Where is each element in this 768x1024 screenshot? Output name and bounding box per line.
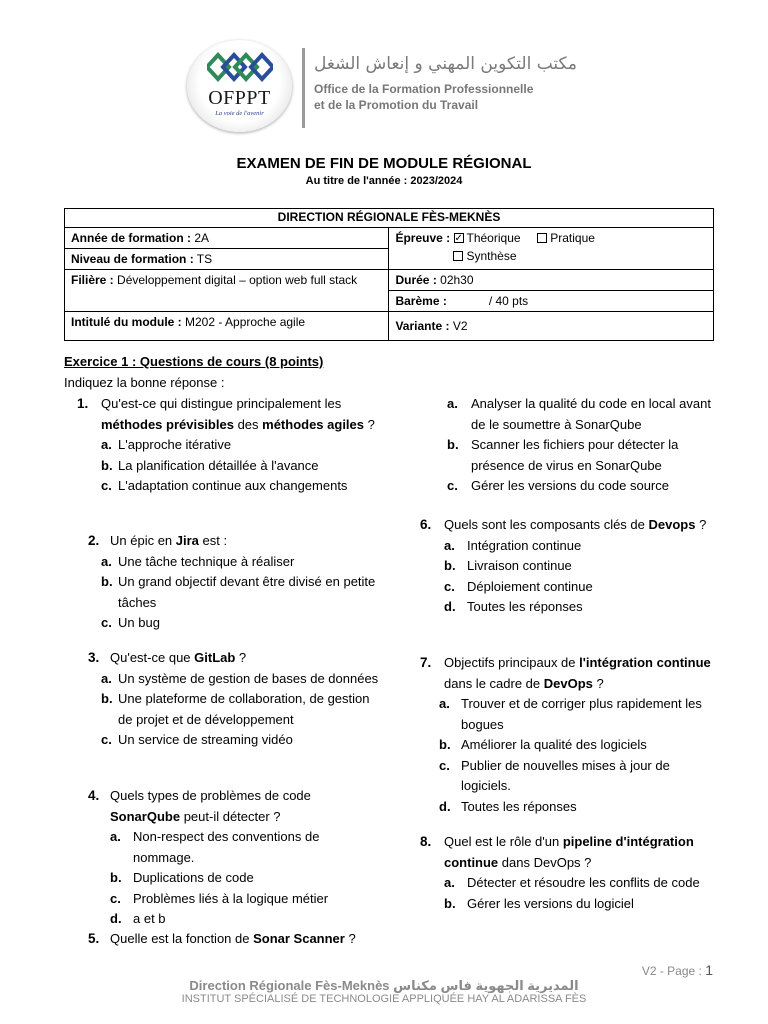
answer-option	[439, 797, 714, 818]
exam-info-table	[64, 208, 714, 341]
answer-option	[110, 868, 380, 889]
option-letter: d.	[444, 599, 456, 614]
option-text: a et b	[133, 911, 166, 926]
question-keyword: l'intégration continue	[579, 655, 711, 670]
answer-option	[101, 730, 380, 751]
question-keyword: Jira	[175, 533, 199, 548]
option-text: Gérer les versions du logiciel	[467, 895, 634, 911]
option-letter: a.	[101, 670, 112, 686]
option-text: L'adaptation continue aux changements	[118, 478, 348, 493]
epreuve-pratique: Pratique	[550, 231, 595, 245]
checkbox-empty-icon	[537, 233, 547, 243]
option-text: Un système de gestion de bases de données	[118, 670, 379, 686]
org-name-line1: Office de la Formation Professionnelle	[314, 82, 534, 96]
question-text	[101, 394, 381, 435]
question-number: 1.	[77, 396, 89, 411]
answer-option	[447, 394, 711, 435]
option-letter: b.	[444, 895, 456, 911]
checkbox-empty-icon	[453, 251, 463, 261]
question-keyword: GitLab	[194, 650, 236, 665]
answer-option	[439, 756, 714, 797]
variante-label: Variante :	[395, 319, 450, 333]
exam-year: Au titre de l'année : 2023/2024	[305, 175, 463, 187]
answer-list	[444, 536, 714, 618]
option-letter: a.	[447, 396, 458, 411]
option-letter: a.	[439, 696, 450, 711]
exercise-intro: Indiquez la bonne réponse :	[64, 375, 225, 390]
answer-option	[110, 909, 380, 930]
option-text: Gérer les versions du code source	[471, 478, 669, 493]
answer-list	[447, 394, 711, 497]
question-keyword: Devops	[648, 517, 696, 532]
question-5	[88, 929, 400, 950]
answer-option	[444, 873, 719, 894]
header-divider	[302, 48, 305, 128]
question-text-part: Quels types de problèmes de code	[110, 788, 311, 803]
epreuve-synthese: Synthèse	[466, 249, 517, 263]
answer-list	[444, 873, 719, 914]
module-label: Intitulé du module :	[71, 315, 182, 329]
variante-value: V2	[449, 319, 468, 333]
question-text-part: Quel est le rôle d'un	[444, 834, 563, 849]
option-text: Intégration continue	[467, 537, 582, 553]
question-text	[444, 832, 719, 873]
checkbox-checked-icon	[454, 233, 464, 243]
answer-list	[101, 552, 380, 634]
option-letter: a.	[444, 875, 455, 890]
answer-option	[110, 827, 380, 868]
annee-value: 2A	[191, 231, 210, 245]
question-keyword: méthodes agiles	[262, 416, 365, 432]
niveau-value: TS	[193, 252, 213, 266]
option-letter: b.	[439, 737, 451, 752]
question-text	[110, 531, 380, 552]
footer-direction: Direction Régionale Fès-Meknès المديرية الجهوية فاس مكناس	[189, 978, 579, 993]
question-number: 6.	[420, 517, 432, 532]
table-row	[65, 312, 714, 341]
ofppt-logo	[187, 40, 292, 132]
question-text-part: Quels sont les composants clés de	[444, 517, 649, 532]
question-7	[420, 653, 714, 817]
exercise-title: Exercice 1 : Questions de cours (8 points)	[64, 354, 324, 369]
answer-option	[101, 613, 380, 634]
annee-label: Année de formation :	[71, 231, 192, 245]
question-text	[110, 929, 400, 950]
option-text: Détecter et résoudre les conflits de code	[467, 875, 700, 890]
answer-option	[101, 669, 380, 690]
question-text-part: dans DevOps ?	[498, 854, 592, 870]
question-keyword: DevOps	[543, 675, 593, 691]
variante-cell	[389, 312, 714, 341]
answer-option	[101, 572, 380, 613]
table-row	[65, 270, 714, 291]
option-text: L'approche itérative	[118, 437, 232, 452]
option-text: Toutes les réponses	[461, 798, 577, 814]
answer-option	[110, 889, 380, 910]
question-text-part: Un épic en	[110, 533, 176, 548]
filiere-value: Développement digital – option web full stack	[113, 273, 358, 287]
option-letter: d.	[110, 911, 122, 926]
filiere-cell	[65, 270, 389, 312]
answer-option	[101, 435, 381, 456]
question-number: 8.	[420, 834, 432, 849]
question-number: 3.	[88, 650, 100, 665]
question-text	[444, 653, 714, 694]
option-letter: d.	[439, 798, 451, 814]
answer-option	[447, 435, 711, 476]
answer-option	[444, 556, 714, 577]
option-text: Toutes les réponses	[467, 599, 583, 614]
question-text-part: Qu'est-ce que	[110, 650, 195, 665]
question-text-part: Quelle est la fonction de	[110, 931, 254, 946]
question-keyword: Sonar Scanner	[253, 931, 345, 946]
page-label: V2 - Page :	[641, 964, 706, 978]
question-text-part: peut-il détecter ?	[180, 808, 281, 824]
answer-option	[444, 597, 714, 618]
option-letter: a.	[101, 553, 112, 569]
question-text-part: ?	[344, 931, 356, 946]
question-text	[110, 786, 380, 827]
table-row	[65, 209, 714, 228]
answer-list	[439, 694, 714, 817]
page-number	[642, 962, 713, 978]
question-text-part: ?	[364, 416, 375, 432]
question-keyword: SonarQube	[110, 808, 181, 824]
question-text-part: est :	[198, 533, 228, 548]
option-text: Problèmes liés à la logique métier	[133, 890, 329, 906]
question-text	[110, 648, 380, 669]
footer-institut: INSTITUT SPÉCIALISÉ DE TECHNOLOGIE APPLIQUÉE HAY AL ADARISSA FÈS	[181, 993, 587, 1005]
option-letter: c.	[101, 478, 112, 493]
option-letter: c.	[101, 615, 112, 630]
answer-list	[101, 669, 380, 751]
niveau-label: Niveau de formation :	[71, 252, 194, 266]
answer-option	[439, 735, 714, 756]
module-cell	[65, 312, 389, 341]
question-text-part: des	[233, 416, 263, 432]
exam-title: EXAMEN DE FIN DE MODULE RÉGIONAL	[236, 155, 532, 172]
option-letter: a.	[110, 829, 121, 844]
option-letter: b.	[101, 691, 113, 706]
answer-option	[447, 476, 711, 497]
org-name-line2: et de la Promotion du Travail	[314, 98, 479, 112]
question-text-part: Objectifs principaux de	[444, 655, 580, 670]
table-row	[65, 228, 714, 249]
org-name-french	[314, 81, 533, 113]
answer-list	[110, 827, 380, 930]
option-text: Scanner les fichiers pour détecter la présence de virus en SonarQube	[471, 437, 679, 473]
option-letter: b.	[101, 574, 113, 589]
logo-motto: La voie de l'avenir	[215, 110, 264, 117]
question-6	[420, 515, 714, 618]
question-number: 4.	[88, 788, 100, 803]
filiere-label: Filière :	[71, 273, 114, 287]
niveau-cell	[65, 249, 389, 270]
epreuve-cell	[389, 228, 714, 270]
question-5-options	[447, 394, 711, 497]
answer-option	[444, 894, 719, 915]
org-name-arabic: مكتب التكوين المهني و إنعاش الشغل	[314, 54, 578, 74]
question-text-part: dans le cadre de	[444, 675, 544, 691]
answer-list	[101, 435, 381, 497]
option-text: Un bug	[118, 615, 160, 630]
option-letter: a.	[444, 537, 455, 553]
option-text: Déploiement continue	[467, 578, 593, 594]
question-keyword: pipeline d'intégration continue	[444, 834, 694, 870]
option-letter: c.	[444, 578, 455, 594]
option-text: Duplications de code	[133, 870, 254, 885]
question-number: 2.	[88, 533, 100, 548]
logo-name: OFPPT	[208, 87, 271, 109]
answer-option	[101, 689, 380, 730]
option-text: Une tâche technique à réaliser	[118, 553, 295, 569]
duree-cell	[389, 270, 714, 291]
annee-cell	[65, 228, 389, 249]
duree-value: 02h30	[436, 273, 474, 287]
option-text: Publier de nouvelles mises à jour de logiciels.	[461, 757, 670, 793]
answer-option	[101, 456, 381, 477]
option-letter: b.	[101, 457, 113, 473]
answer-option	[101, 552, 380, 573]
duree-label: Durée :	[395, 273, 437, 287]
option-letter: c.	[110, 890, 121, 906]
question-3	[88, 648, 380, 751]
option-text: Trouver et de corriger plus rapidement les bogues	[461, 696, 702, 732]
option-letter: b.	[444, 558, 456, 573]
question-text-part: Qu'est-ce qui distingue principalement les	[101, 396, 342, 411]
page-num: 1	[705, 962, 713, 978]
question-8	[420, 832, 719, 914]
answer-option	[444, 577, 714, 598]
option-letter: c.	[447, 478, 458, 493]
answer-option	[444, 536, 714, 557]
question-number: 5.	[88, 931, 100, 946]
option-text: Une plateforme de collaboration, de gestion de projet et de développement	[118, 691, 370, 727]
option-letter: a.	[101, 437, 112, 452]
option-text: Un service de streaming vidéo	[118, 732, 293, 747]
option-text: Améliorer la qualité des logiciels	[461, 737, 647, 752]
option-letter: c.	[101, 732, 112, 747]
option-letter: c.	[439, 757, 450, 773]
question-text-part: ?	[235, 650, 247, 665]
question-keyword: méthodes prévisibles	[101, 416, 234, 432]
option-text: Analyser la qualité du code en local avant de le soumettre à SonarQube	[471, 396, 711, 432]
epreuve-theorique: Théorique	[466, 231, 521, 245]
question-text-part: ?	[695, 517, 707, 532]
answer-option	[101, 476, 381, 497]
question-text-part: ?	[592, 675, 604, 691]
option-text: Livraison continue	[467, 558, 572, 573]
answer-option	[439, 694, 714, 735]
option-letter: b.	[447, 437, 459, 452]
option-text: Non-respect des conventions de nommage.	[133, 829, 320, 865]
bareme-label: Barème :	[395, 294, 447, 308]
bareme-cell	[389, 291, 714, 312]
bareme-value: / 40 pts	[488, 294, 529, 308]
option-text: La planification détaillée à l'avance	[118, 457, 319, 473]
question-text	[444, 515, 714, 536]
question-2	[88, 531, 380, 634]
epreuve-label: Épreuve :	[395, 231, 451, 245]
direction-header: DIRECTION RÉGIONALE FÈS-MEKNÈS	[65, 209, 714, 228]
question-4	[88, 786, 380, 930]
question-1	[77, 394, 381, 497]
module-value: M202 - Approche agile	[181, 315, 306, 329]
question-number: 7.	[420, 655, 432, 670]
ofppt-logo-mark-icon	[207, 52, 273, 82]
option-text: Un grand objectif devant être divisé en petite tâches	[118, 574, 376, 610]
option-letter: b.	[110, 870, 122, 885]
